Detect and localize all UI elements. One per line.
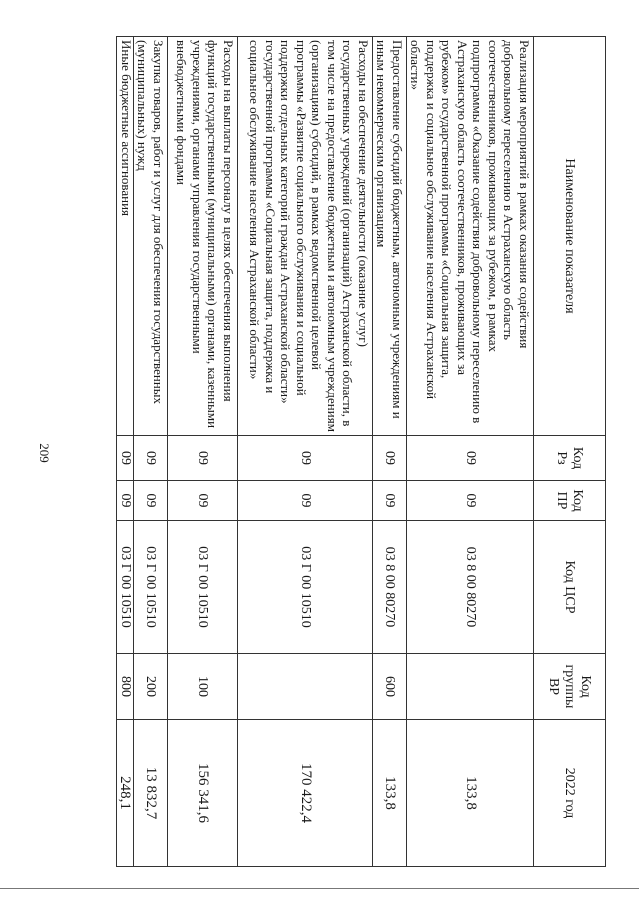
row-name: Реализация мероприятий в рамках оказания содействия добровольному переселению в Астраханскую область соотечественников, проживающих за рубежом, в рамках подпрограммы «Оказание содействия добровольному переселению в Астраханскую область соотечественников, проживающих за рубежом» государственной программы «Социальная защита, поддержка и социальное обслуживание населения Астраханской области»: [407, 37, 534, 436]
row-vr: 100: [168, 654, 238, 720]
row-csr: 03 Г 00 10510: [238, 521, 373, 654]
row-pr: 09: [134, 481, 168, 521]
row-csr: 03 Г 00 10510: [134, 521, 168, 654]
row-amount: 13 832,7: [134, 720, 168, 867]
row-vr: [407, 654, 534, 720]
table-row: [373, 37, 407, 867]
row-csr: 03 8 00 80270: [373, 521, 407, 654]
table-row: [168, 37, 238, 867]
row-name: Иные бюджетные ассигнования: [117, 37, 134, 436]
row-csr: 03 Г 00 10510: [168, 521, 238, 654]
row-name: Закупка товаров, работ и услуг для обеспечения государственных (муниципальных) нужд: [134, 37, 168, 436]
row-name: Расходы на выплаты персоналу в целях обеспечения выполнения функций государственными (муниципальными) органами, казенными учреждениями, органами управления государственными внебюджетными фондами: [168, 37, 238, 436]
row-amount: 248,1: [117, 720, 134, 867]
row-pr: 09: [117, 481, 134, 521]
page-bottom-rule: [0, 888, 639, 889]
header-csr: Код ЦСР: [534, 521, 606, 654]
table-row: [238, 37, 373, 867]
row-amount: 156 341,6: [168, 720, 238, 867]
row-amount: 133,8: [373, 720, 407, 867]
row-vr: 800: [117, 654, 134, 720]
row-csr: 03 8 00 80270: [407, 521, 534, 654]
row-rz: 09: [168, 436, 238, 481]
row-vr: [238, 654, 373, 720]
table-row: [407, 37, 534, 867]
header-year: 2022 год: [534, 720, 606, 867]
table-header-row: [534, 37, 606, 867]
row-amount: 170 422,4: [238, 720, 373, 867]
header-name: Наименование показателя: [534, 37, 606, 436]
header-rz: Код Рз: [534, 436, 606, 481]
row-rz: 09: [117, 436, 134, 481]
page-number-text: 209: [37, 443, 52, 463]
row-pr: 09: [168, 481, 238, 521]
table-row: [117, 37, 134, 867]
row-rz: 09: [407, 436, 534, 481]
row-pr: 09: [238, 481, 373, 521]
header-vr: Код группы ВР: [534, 654, 606, 720]
row-name: Расходы на обеспечение деятельности (оказание услуг) государственных учреждений (организаций) Астраханской области, в том числе на предоставление бюджетным и автономным учреждениям (организациям) субсидий, в рамках ведомственной целевой программы «Развитие социального обслуживания и социальной поддержки отдельных категорий граждан Астраханской области» государственной программы «Социальная защита, поддержка и социальное обслуживание населения Астраханской области»: [238, 37, 373, 436]
row-name: Предоставление субсидий бюджетным, автономным учреждениям и иным некоммерческим организациям: [373, 37, 407, 436]
row-vr: 200: [134, 654, 168, 720]
row-pr: 09: [407, 481, 534, 521]
row-rz: 09: [134, 436, 168, 481]
row-vr: 600: [373, 654, 407, 720]
row-pr: 09: [373, 481, 407, 521]
rotated-table-container: [117, 36, 606, 866]
row-amount: 133,8: [407, 720, 534, 867]
table-row: [134, 37, 168, 867]
budget-table: [116, 36, 606, 867]
row-rz: 09: [238, 436, 373, 481]
header-pr: Код ПР: [534, 481, 606, 521]
row-rz: 09: [373, 436, 407, 481]
row-csr: 03 Г 00 10510: [117, 521, 134, 654]
